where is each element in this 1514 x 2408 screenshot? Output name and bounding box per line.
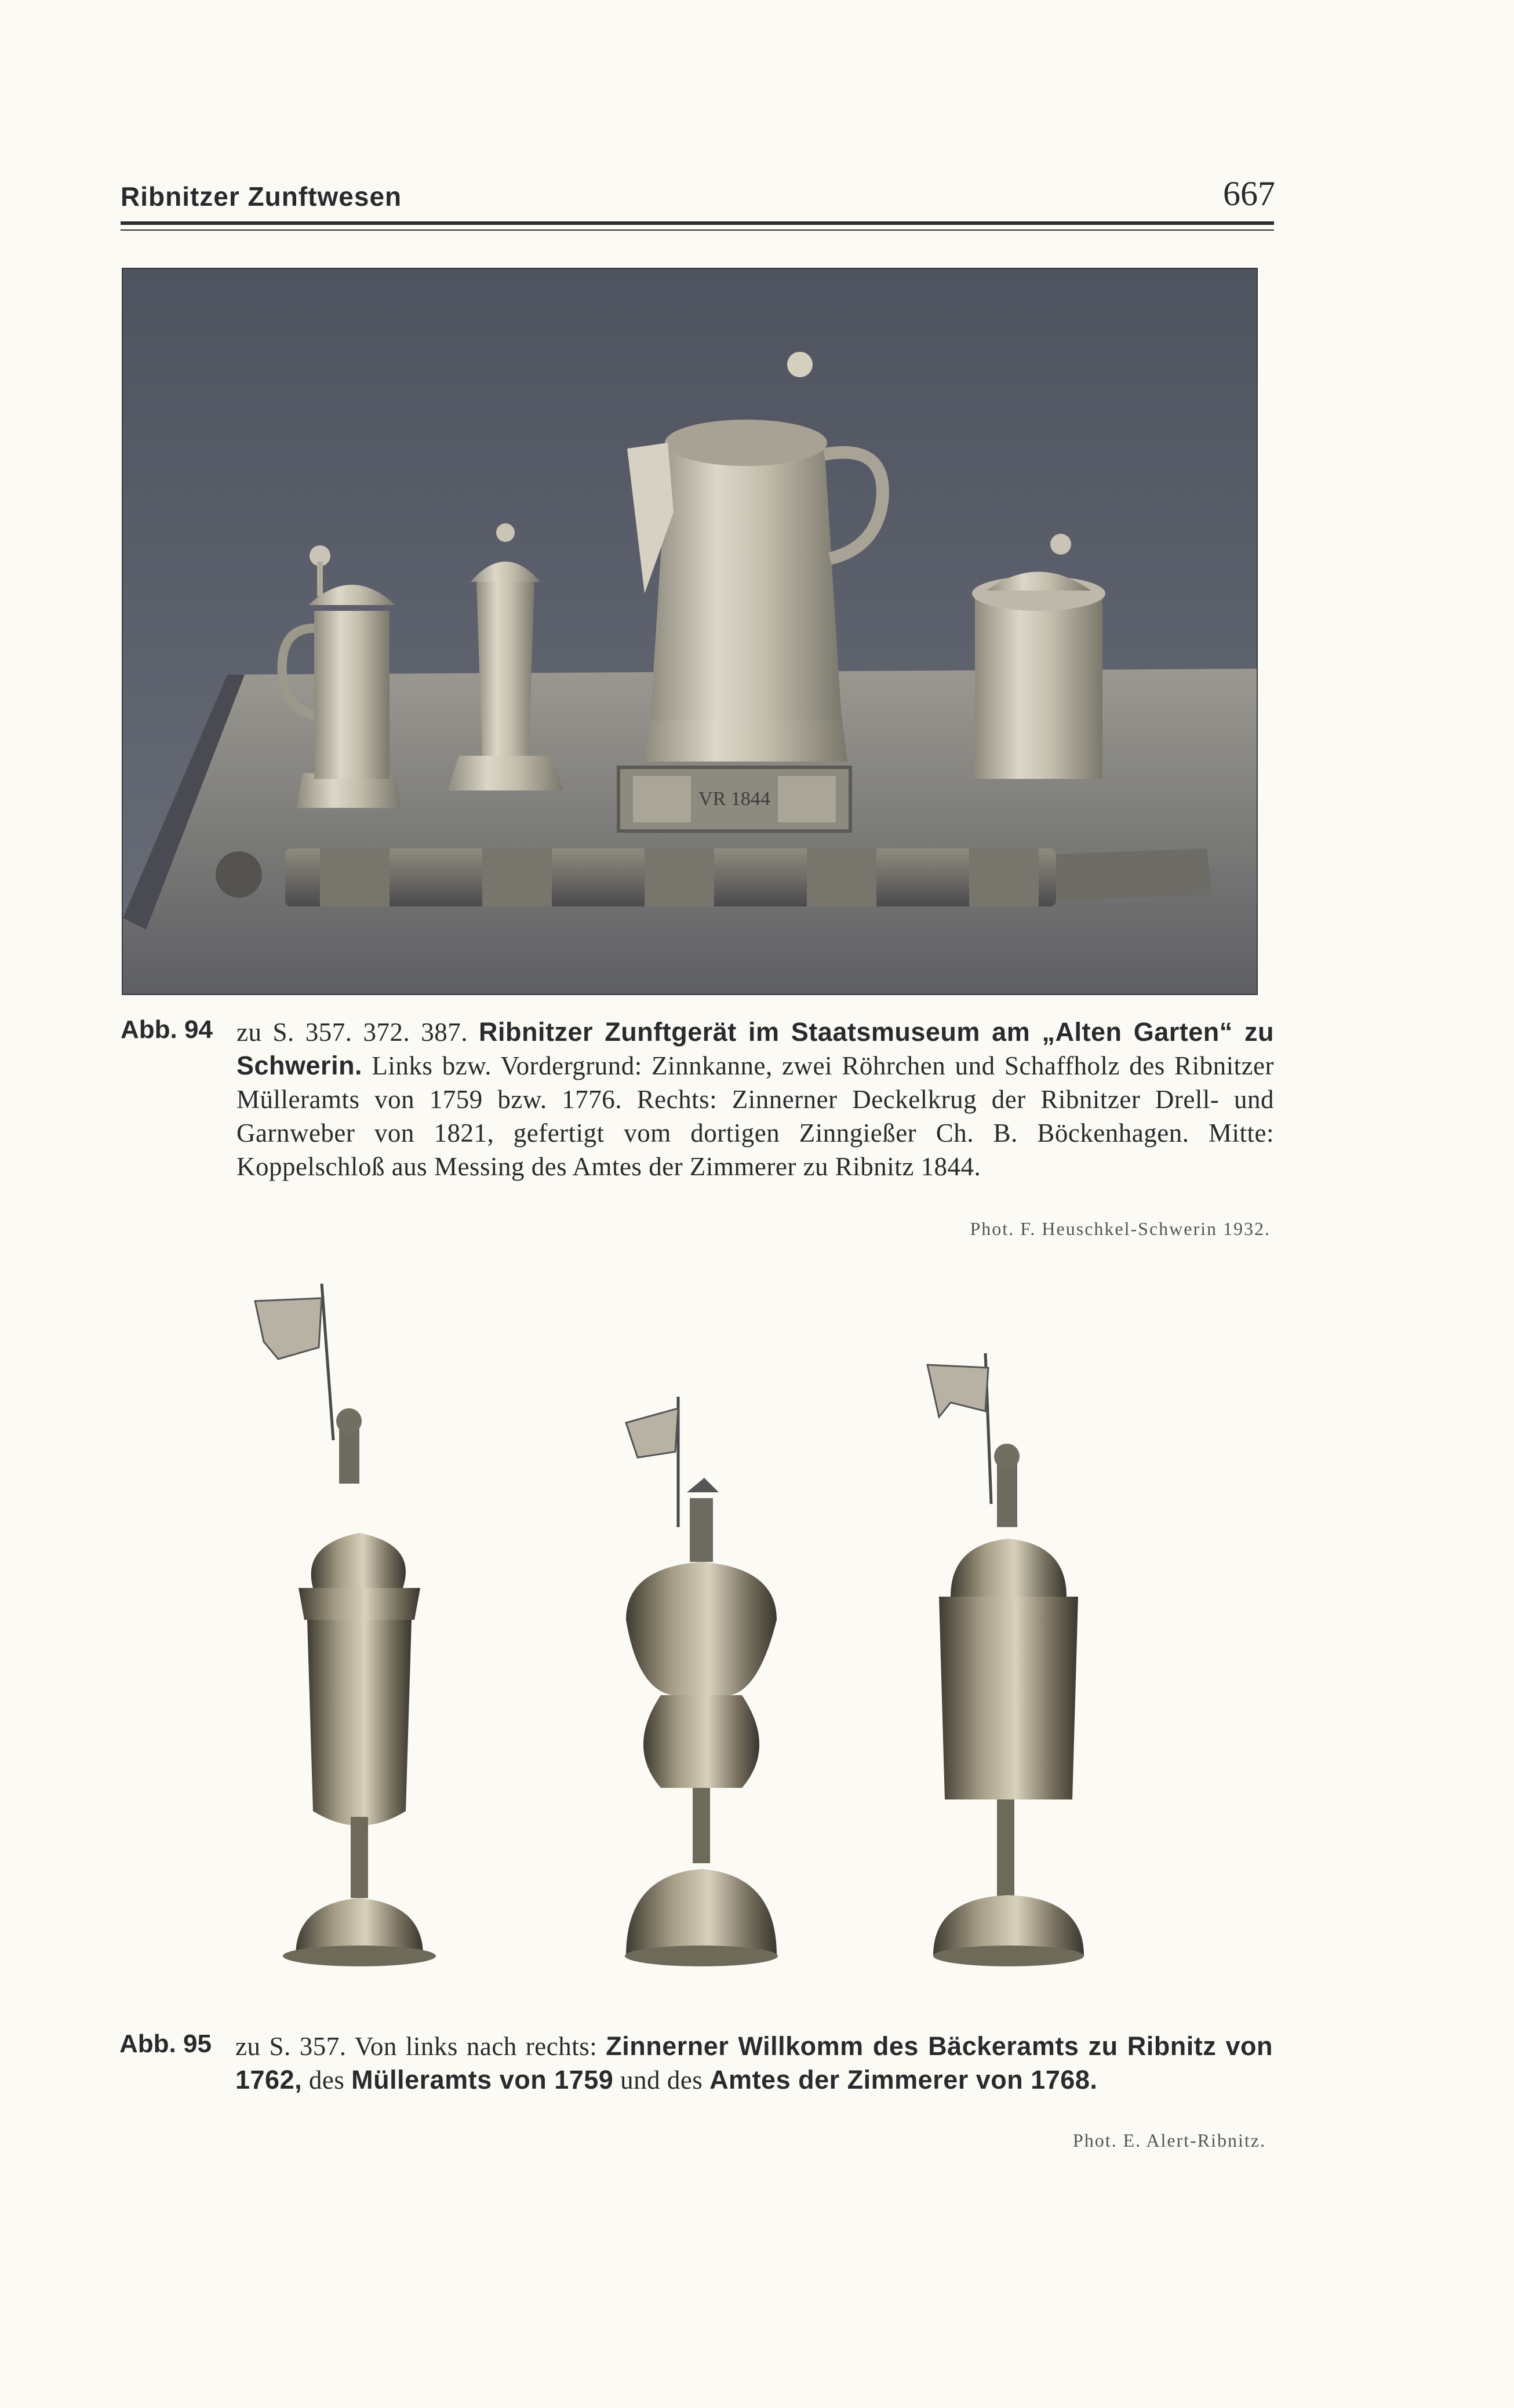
schaffholz-stick-icon	[216, 848, 1213, 906]
figure-94-label: Abb. 94	[121, 1015, 213, 1044]
figure-94-credit: Phot. F. Heuschkel-Schwerin 1932.	[970, 1218, 1271, 1239]
figure-95-bold-3: Amtes der Zimmerer von 1768.	[709, 2065, 1098, 2094]
header-rule-thin	[121, 229, 1274, 231]
running-title: Ribnitzer Zunftwesen	[121, 181, 402, 212]
figure-95-caption	[235, 2030, 1273, 2097]
right-willkomm-icon	[927, 1353, 1084, 1966]
figure-94-title: Ribnitzer Zunftgerät im Staatsmuseum am „Alten Garten“ zu Schwerin.	[236, 1017, 1275, 1080]
page-number: 667	[1223, 174, 1275, 213]
plate-inscription: VR 1844	[698, 788, 770, 810]
figure-94-photo	[122, 268, 1258, 995]
middle-willkomm-icon	[625, 1397, 778, 1966]
left-willkomm-icon	[255, 1284, 436, 1966]
figure-94-text: Links bzw. Vordergrund: Zinnkanne, zwei Röhrchen und Schaffholz des Ribnitzer Mülleramts von 1759 bzw. 1776. Rechts: Zinnerner Deckelkrug der Ribnitzer Drell- und Garnweber von 1821, gefertigt vom dortigen Zinngießer Ch. B. Böckenhagen. Mitte: Koppelschloß aus Messing des Amtes der Zimmerer zu Ribnitz 1844.	[236, 1051, 1275, 1181]
figure-95-ref: zu S. 357.	[235, 2032, 347, 2061]
figure-94-ref: zu S. 357. 372. 387.	[236, 1018, 468, 1047]
figure-95-text-1: Von links nach rechts:	[354, 2032, 598, 2061]
figure-95-bold-1: Zinnerner Willkomm des Bäckeramts zu Ribnitz von 1762,	[235, 2031, 1273, 2094]
buckle-plate-icon	[618, 767, 850, 831]
header-rule	[121, 221, 1274, 225]
figure-95-photo	[220, 1272, 1298, 2020]
figure-94-image	[123, 269, 1257, 994]
figure-95-label: Abb. 95	[119, 2030, 212, 2058]
figure-95-credit: Phot. E. Alert-Ribnitz.	[1072, 2130, 1266, 2151]
figure-95-text-2: des	[308, 2065, 345, 2094]
figure-94-caption	[236, 1015, 1274, 1183]
figure-95-bold-2: Mülleramts von 1759	[351, 2065, 614, 2094]
figure-95-text-3: und des	[620, 2065, 703, 2094]
figure-95-image	[220, 1272, 1298, 2020]
